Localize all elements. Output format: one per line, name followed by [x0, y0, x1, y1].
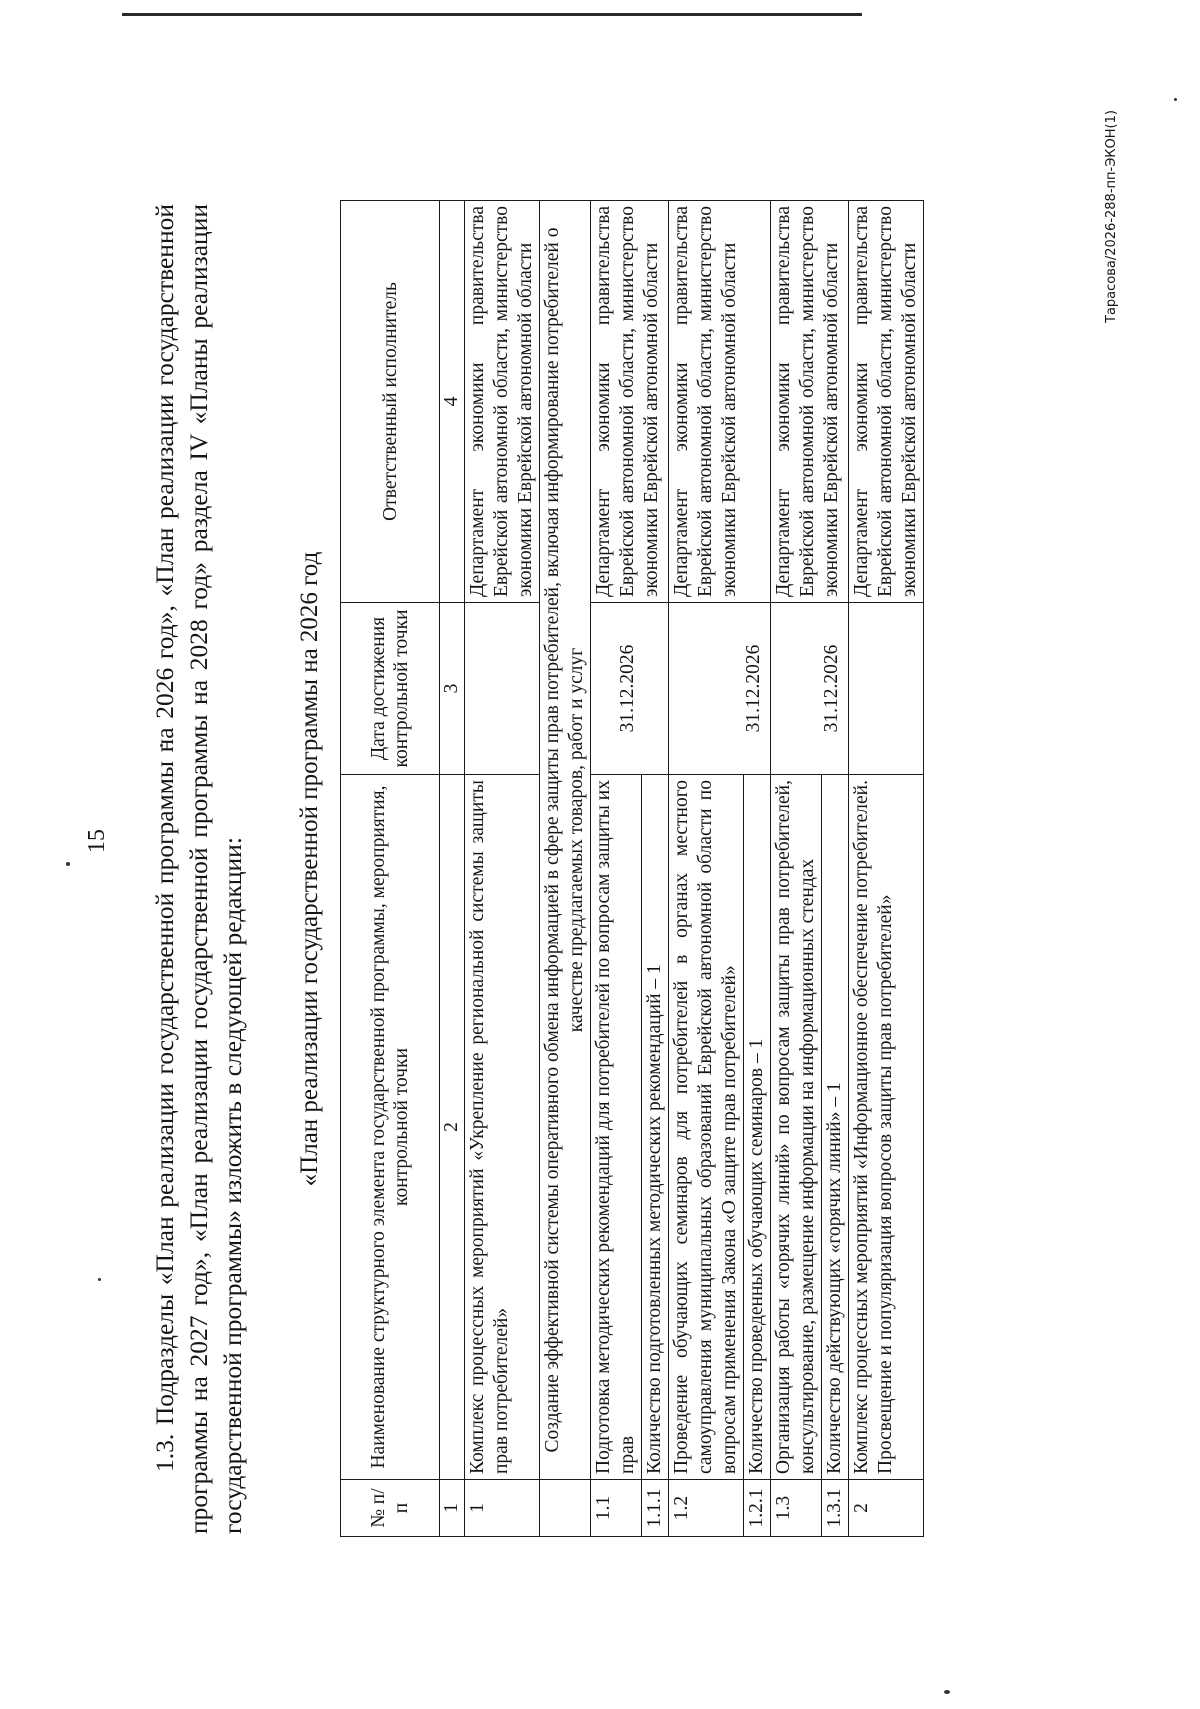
- row-date: [591, 603, 669, 775]
- row-responsible: Департамент экономики правительства Еврейской автономной области, министерство экономики Еврейской автономной области: [849, 201, 924, 603]
- row-date-value: 31.12.2026: [821, 644, 842, 733]
- row-number: 1.1.1: [642, 1480, 669, 1537]
- row-name: Комплекс процессных мероприятий «Информационное обеспечение потребителей. Просвещение и популяризация вопросов защиты прав потребителей»: [849, 775, 924, 1480]
- row-number: 1.2.1: [744, 1480, 771, 1537]
- table-row-task: [540, 201, 591, 1537]
- row-name: Комплекс процессных мероприятий «Укрепление региональной системы защиты прав потребителей»: [465, 775, 540, 1480]
- row-responsible: Департамент экономики правительства Еврейской автономной области, министерство экономики Еврейской автономной области: [669, 201, 771, 603]
- column-index: 4: [440, 201, 465, 603]
- row-name: Количество проведенных обучающих семинаров – 1: [744, 775, 771, 1480]
- row-number: 1.3: [771, 1480, 822, 1537]
- row-date: [771, 603, 849, 775]
- header-number: № п/п: [341, 1480, 440, 1537]
- row-number: 2: [849, 1480, 924, 1537]
- page-number: 15: [84, 829, 110, 853]
- row-date: [465, 603, 540, 775]
- row-name: Количество действующих «горячих линий» – 1: [822, 775, 849, 1480]
- row-date-value: 31.12.2026: [617, 644, 638, 733]
- row-number: [540, 1480, 591, 1537]
- row-responsible: Департамент экономики правительства Еврейской автономной области, министерство экономики Еврейской автономной области: [465, 201, 540, 603]
- row-responsible: Департамент экономики правительства Еврейской автономной области, министерство экономики Еврейской автономной области: [591, 201, 669, 603]
- plan-subtitle: «План реализации государственной программы на 2026 год: [296, 551, 323, 1187]
- column-index: 2: [440, 775, 465, 1480]
- row-name: Организация работы «горячих линий» по вопросам защиты прав потребителей, консультирование, размещение информации на информационных стендах: [771, 775, 822, 1480]
- column-index: 1: [440, 1480, 465, 1537]
- row-name: Подготовка методических рекомендаций для потребителей по вопросам защиты их прав: [591, 775, 642, 1480]
- row-number: 1: [465, 1480, 540, 1537]
- table-row: [771, 201, 822, 1537]
- row-date: [669, 603, 771, 775]
- column-index: 3: [440, 603, 465, 775]
- row-number: 1.1: [591, 1480, 642, 1537]
- header-name: Наименование структурного элемента государственной программы, мероприятия, контрольной точки: [341, 775, 440, 1480]
- header-responsible: Ответственный исполнитель: [341, 201, 440, 603]
- date-spacer: [592, 608, 616, 769]
- table-row: [669, 201, 744, 1537]
- row-date-value: 31.12.2026: [743, 644, 764, 733]
- document-footer-code: Тарасова/2026-288-пп-ЭКОН(1): [1104, 110, 1119, 323]
- task-description: Создание эффективной системы оперативного обмена информацией в сфере защиты прав потребителей, включая информирование потребителей о качестве предлагаемых товаров, работ и услуг: [540, 201, 591, 1480]
- table-row: [465, 201, 540, 1537]
- intro-paragraph: 1.3. Подразделы «План реализации государственной программы на 2026 год», «План реализации государственной программы на 2027 год», «План реализации государственной программы на 2028 год» раздела IV «Планы реализации государственной программы» изложить в следующей редакции:: [150, 204, 247, 1534]
- date-spacer: [772, 608, 820, 769]
- row-number: 1.2: [669, 1480, 744, 1537]
- row-responsible: Департамент экономики правительства Еврейской автономной области, министерство экономики Еврейской автономной области: [771, 201, 849, 603]
- table-header-row: [341, 201, 440, 1537]
- date-spacer: [670, 608, 742, 769]
- row-name: Количество подготовленных методических рекомендаций – 1: [642, 775, 669, 1480]
- table-row: [849, 201, 924, 1537]
- row-date: [849, 603, 924, 775]
- header-date: Дата достижения контрольной точки: [341, 603, 440, 775]
- row-number: 1.3.1: [822, 1480, 849, 1537]
- table-row: [591, 201, 642, 1537]
- implementation-plan-table: [340, 200, 924, 1537]
- row-name: Проведение обучающих семинаров для потребителей в органах местного самоуправления муниципальных образований Еврейской автономной области по вопросам применения Закона «О защите прав потребителей»: [669, 775, 744, 1480]
- column-index-row: [440, 201, 465, 1537]
